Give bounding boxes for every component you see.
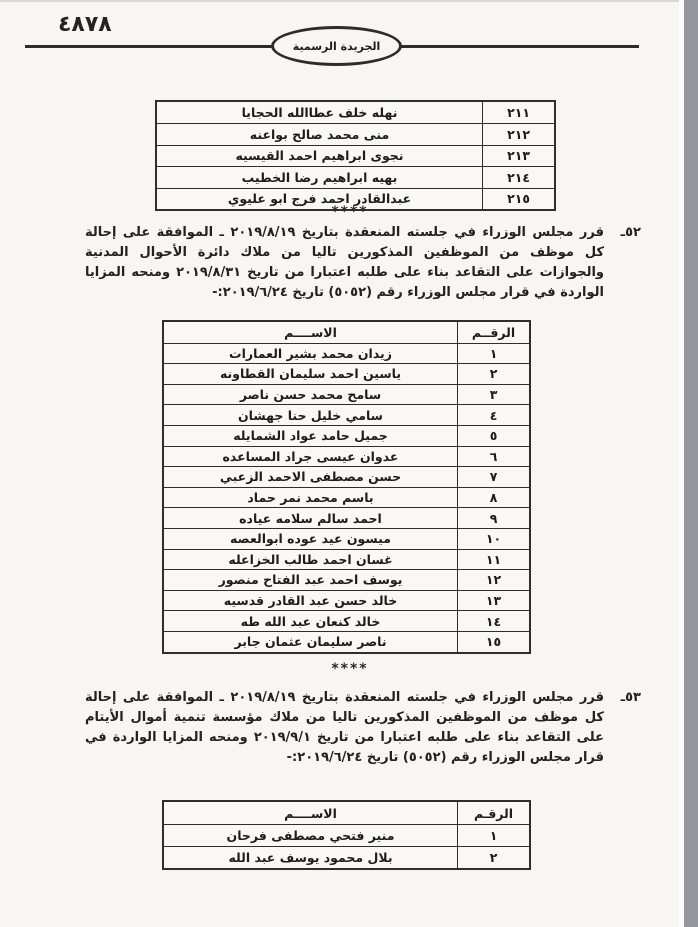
row-name-cell: ياسين احمد سليمان القطاونه bbox=[219, 366, 402, 382]
row-number-cell: ١٢ bbox=[457, 570, 529, 590]
row-number-cell: ٣ bbox=[457, 385, 529, 405]
table-row bbox=[164, 404, 529, 425]
row-number-cell: ٦ bbox=[457, 447, 529, 467]
row-number-cell: ١٣ bbox=[457, 591, 529, 611]
table-row bbox=[164, 631, 529, 652]
row-name-cell: احمد سالم سلامه عياده bbox=[239, 510, 382, 526]
row-name-cell: بهيه ابراهيم رضا الخطيب bbox=[241, 169, 398, 185]
decision-53-table bbox=[162, 800, 531, 870]
table-row bbox=[164, 446, 529, 467]
row-name-cell: بلال محمود يوسف عبد الله bbox=[228, 850, 393, 865]
table-row bbox=[164, 343, 529, 364]
row-name-cell: منير فتحي مصطفى فرحان bbox=[226, 828, 395, 843]
decision-53-text: قرر مجلس الوزراء في جلسته المنعقدة بتاريخ ٢٠١٩/٨/١٩ ـ الموافقة على إحالة كل موظف من الموظفين المذكورين تاليا من ملاك مؤسسة تنمية أموال الأيتام على التقاعد بناء على طلبه اعتبارا من تاريخ ٢٠١٩/٩/١ ومنحه المزايا الواردة في قرار مجلس الوزراء رقم (٥٠٥٢) تاريخ ٢٠١٩/٦/٢٤:- bbox=[85, 690, 604, 765]
row-name-cell: يوسف احمد عبد الفتاح منصور bbox=[218, 572, 403, 588]
scrollbar-track[interactable] bbox=[684, 0, 698, 927]
row-number-cell: ١ bbox=[457, 344, 529, 364]
row-name-cell: منى محمد صالح بواعنه bbox=[249, 127, 390, 143]
row-name-cell: عبدالقادر احمد فرج ابو عليوي bbox=[227, 191, 412, 207]
table-row bbox=[164, 425, 529, 446]
row-name-cell: باسم محمد نمر حماد bbox=[247, 490, 374, 506]
table-row bbox=[157, 166, 554, 187]
row-number-cell: ٢١٣ bbox=[482, 146, 554, 166]
row-number-cell: ٢١١ bbox=[482, 102, 554, 123]
row-name-cell: خالد كنعان عبد الله طه bbox=[240, 613, 381, 629]
decision-53-number: ٥٣ـ bbox=[620, 690, 641, 705]
asterisk-separator: **** bbox=[331, 204, 369, 220]
table-row bbox=[164, 569, 529, 590]
row-name-cell: نهله خلف عطاالله الحجايا bbox=[241, 105, 398, 121]
table-row bbox=[164, 507, 529, 528]
header-number-cell: الرقـم bbox=[457, 802, 529, 824]
table-row bbox=[157, 145, 554, 166]
row-name-cell: عدوان عيسى جراد المساعده bbox=[222, 448, 399, 464]
page-number: ٤٨٧٨ bbox=[58, 12, 112, 37]
table-row bbox=[164, 824, 529, 846]
row-number-cell: ١١ bbox=[457, 550, 529, 570]
row-name-cell: ناصر سليمان عثمان جابر bbox=[234, 634, 387, 650]
decision-52-number: ٥٢ـ bbox=[620, 225, 641, 240]
asterisk-separator: **** bbox=[331, 661, 369, 677]
row-number-cell: ١ bbox=[457, 825, 529, 846]
row-name-cell: سامح محمد حسن ناصر bbox=[239, 387, 382, 403]
table-header-row bbox=[164, 802, 529, 824]
row-number-cell: ٢ bbox=[457, 364, 529, 384]
header-number-cell: الرقــم bbox=[457, 322, 529, 343]
row-number-cell: ٢١٥ bbox=[482, 189, 554, 209]
table-row bbox=[164, 363, 529, 384]
table-row bbox=[164, 528, 529, 549]
row-number-cell: ٩ bbox=[457, 508, 529, 528]
row-number-cell: ١٥ bbox=[457, 632, 529, 652]
table-row bbox=[157, 123, 554, 144]
row-number-cell: ٢ bbox=[457, 847, 529, 868]
decision-52-paragraph bbox=[85, 223, 641, 303]
table-row bbox=[164, 466, 529, 487]
row-number-cell: ٢١٢ bbox=[482, 124, 554, 144]
row-name-cell: حسن مصطفى الاحمد الزعبي bbox=[219, 469, 402, 485]
table-row bbox=[164, 610, 529, 631]
header-name-cell: الاســــم bbox=[284, 324, 337, 340]
row-name-cell: نجوى ابراهيم احمد القيسيه bbox=[235, 148, 404, 164]
row-name-cell: جميل حامد عواد الشمايله bbox=[233, 428, 388, 444]
row-number-cell: ١٤ bbox=[457, 611, 529, 631]
row-name-cell: زيدان محمد بشير العمارات bbox=[229, 345, 392, 361]
employees-table-continuation bbox=[155, 100, 556, 211]
decision-52-text: قرر مجلس الوزراء في جلسته المنعقدة بتاريخ ٢٠١٩/٨/١٩ ـ الموافقة على إحالة كل موظف من الموظفين المذكورين تاليا من ملاك دائرة الأحوال المدنية والجوازات على التقاعد بناء على طلبه اعتبارا من تاريخ ٢٠١٩/٨/٣١ ومنحه المزايا الواردة في قرار مجلس الوزراء رقم (٥٠٥٢) تاريخ ٢٠١٩/٦/٢٤:- bbox=[85, 225, 604, 300]
decision-53-paragraph bbox=[85, 688, 641, 768]
row-number-cell: ٥ bbox=[457, 426, 529, 446]
table-row bbox=[164, 590, 529, 611]
header-name-cell: الاســــم bbox=[284, 805, 337, 821]
row-number-cell: ٤ bbox=[457, 405, 529, 425]
row-name-cell: خالد حسن عبد القادر قدسيه bbox=[223, 593, 398, 609]
table-header-row bbox=[164, 322, 529, 343]
row-number-cell: ١٠ bbox=[457, 529, 529, 549]
table-row bbox=[164, 549, 529, 570]
table-row bbox=[164, 487, 529, 508]
row-name-cell: ميسون عيد عوده ابوالعصه bbox=[230, 531, 391, 547]
gazette-title-oval bbox=[271, 26, 402, 66]
row-number-cell: ٧ bbox=[457, 467, 529, 487]
row-name-cell: سامي خليل حنا جهشان bbox=[238, 407, 383, 423]
gazette-title: الجريدة الرسمية bbox=[292, 39, 381, 53]
row-number-cell: ٨ bbox=[457, 488, 529, 508]
row-number-cell: ٢١٤ bbox=[482, 167, 554, 187]
table-row bbox=[164, 384, 529, 405]
row-name-cell: غسان احمد طالب الخزاعله bbox=[228, 551, 393, 567]
window-top-edge bbox=[0, 0, 698, 2]
table-row bbox=[164, 846, 529, 868]
table-row bbox=[157, 102, 554, 123]
decision-52-table bbox=[162, 320, 531, 654]
